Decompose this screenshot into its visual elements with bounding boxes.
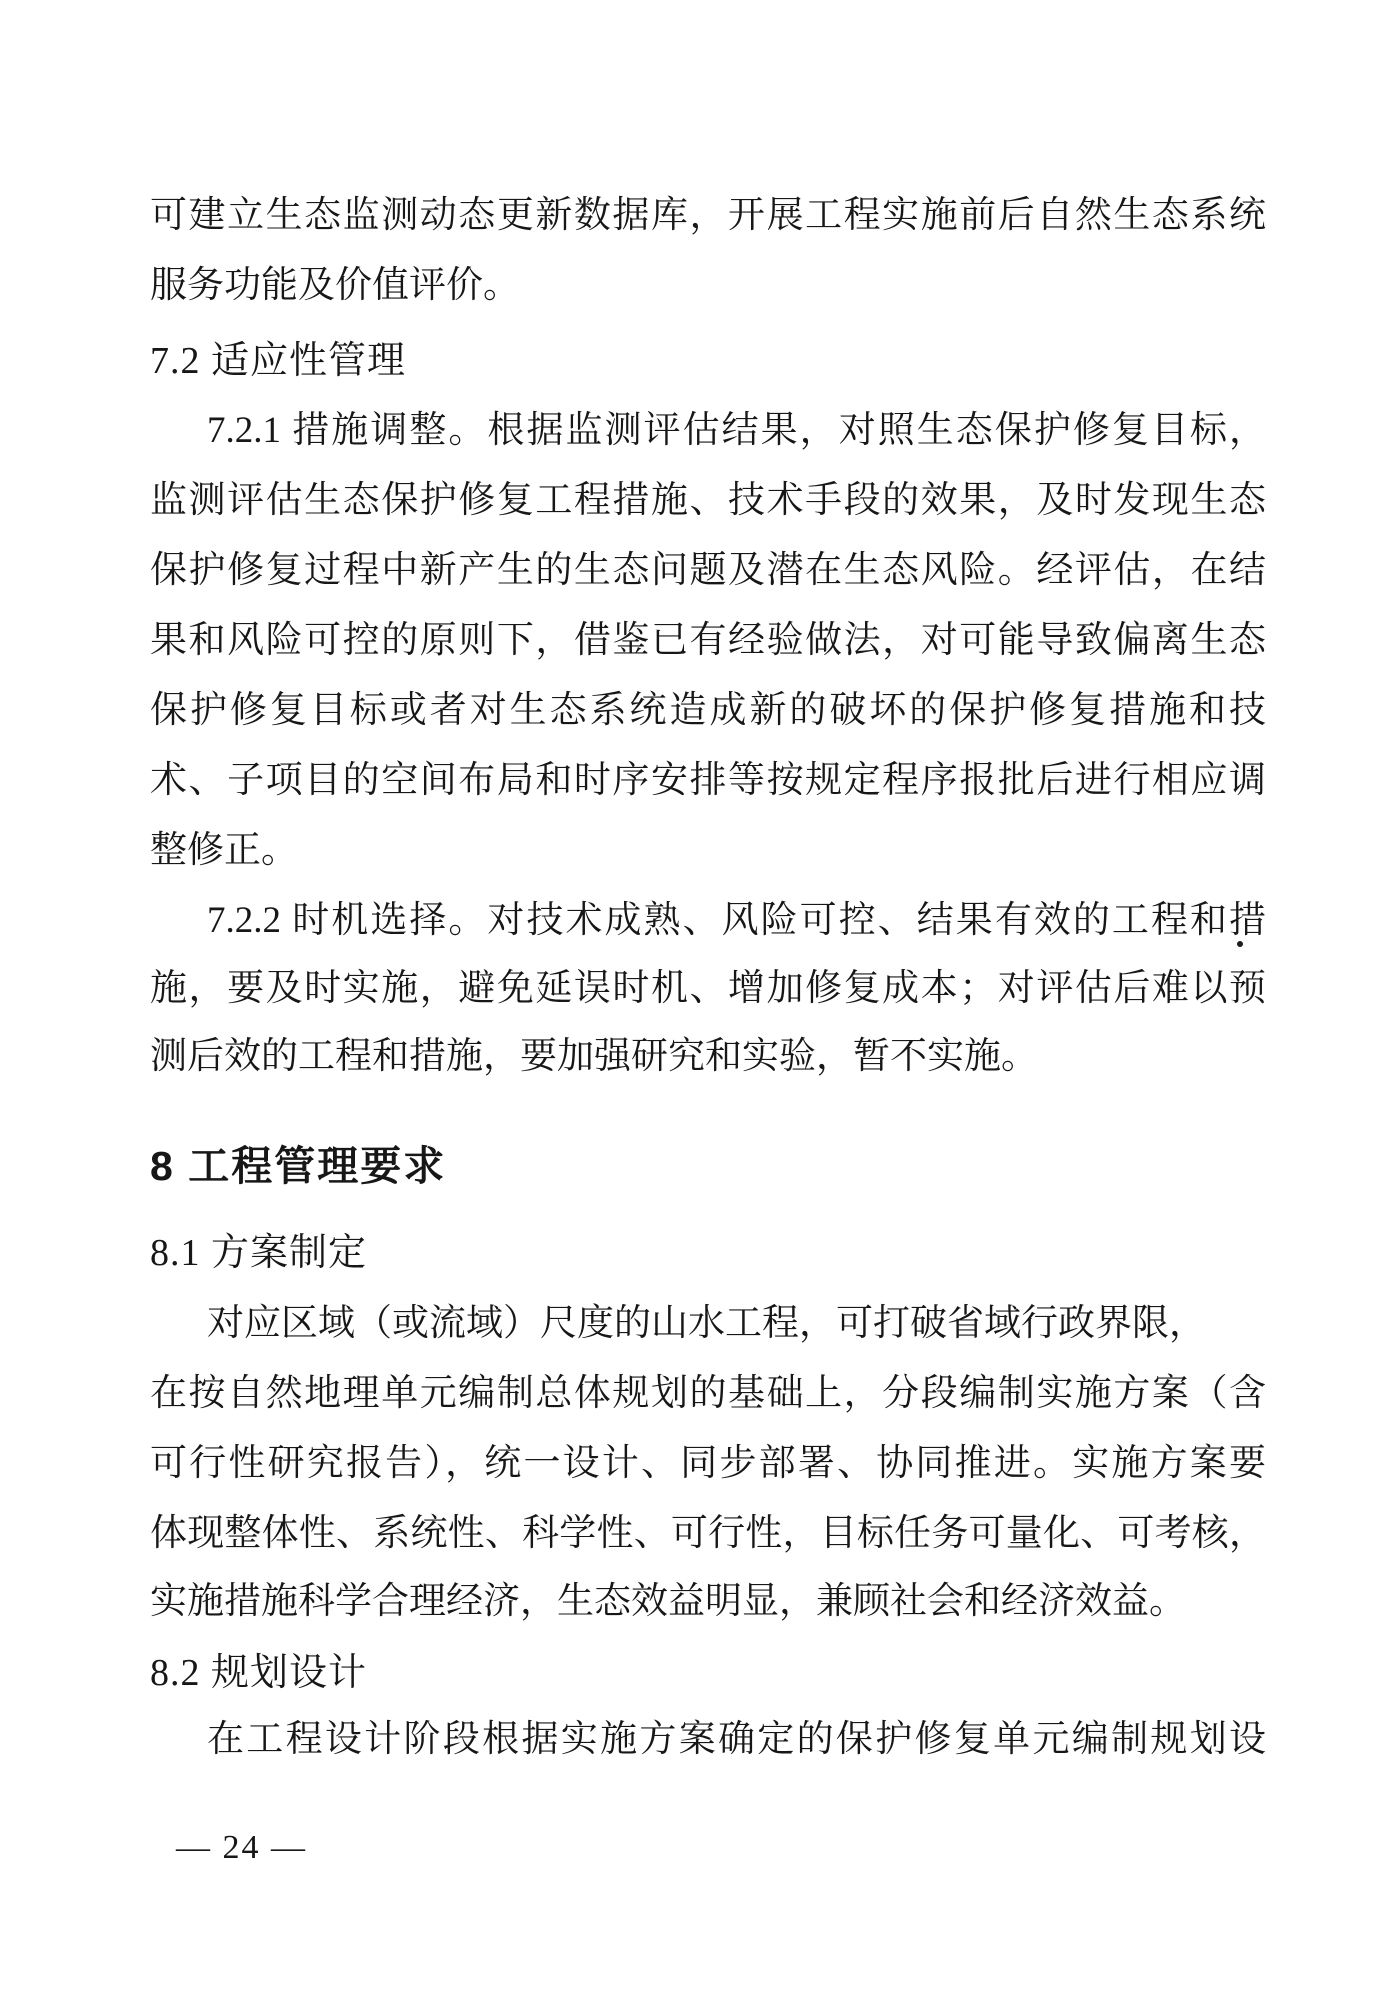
body-line: 对应区域（或流域）尺度的山水工程，可打破省域行政界限， [207,1303,1206,1344]
body-line: 果和风险可控的原则下，借鉴已有经验做法，对可能导致偏离生态 [150,620,1266,661]
section-8-1-heading: 8.1 方案制定 [150,1232,368,1274]
page-number: — 24 — [176,1829,307,1866]
body-line: 监测评估生态保护修复工程措施、技术手段的效果，及时发现生态 [150,480,1266,521]
chapter-8-heading: 8 工程管理要求 [150,1143,447,1189]
body-line: 在工程设计阶段根据实施方案确定的保护修复单元编制规划设 [207,1719,1266,1760]
body-line: 测后效的工程和措施，要加强研究和实验，暂不实施。 [150,1036,1038,1077]
body-line: 整修正。 [150,830,298,871]
body-line: 体现整体性、系统性、科学性、可行性，目标任务可量化、可考核， [150,1513,1266,1554]
body-line: 保护修复目标或者对生态系统造成新的破坏的保护修复措施和技 [150,690,1266,731]
body-line: 保护修复过程中新产生的生态问题及潜在生态风险。经评估，在结 [150,550,1266,591]
body-line: 7.2.2 时机选择。对技术成熟、风险可控、结果有效的工程和措 [207,900,1266,941]
body-line: 可行性研究报告），统一设计、同步部署、协同推进。实施方案要 [150,1443,1266,1484]
body-line: 实施措施科学合理经济，生态效益明显，兼顾社会和经济效益。 [150,1581,1186,1622]
section-7-2-heading: 7.2 适应性管理 [150,340,407,382]
body-line: 可建立生态监测动态更新数据库，开展工程实施前后自然生态系统 [150,195,1266,236]
body-line: 施，要及时实施，避免延误时机、增加修复成本；对评估后难以预 [150,968,1266,1009]
body-line: 服务功能及价值评价。 [150,265,520,306]
section-8-2-heading: 8.2 规划设计 [150,1652,368,1694]
body-line: 7.2.1 措施调整。根据监测评估结果，对照生态保护修复目标， [207,410,1266,451]
body-line: 术、子项目的空间布局和时序安排等按规定程序报批后进行相应调 [150,760,1266,801]
ink-speck [1237,941,1243,947]
body-line: 在按自然地理单元编制总体规划的基础上，分段编制实施方案（含 [150,1373,1266,1414]
